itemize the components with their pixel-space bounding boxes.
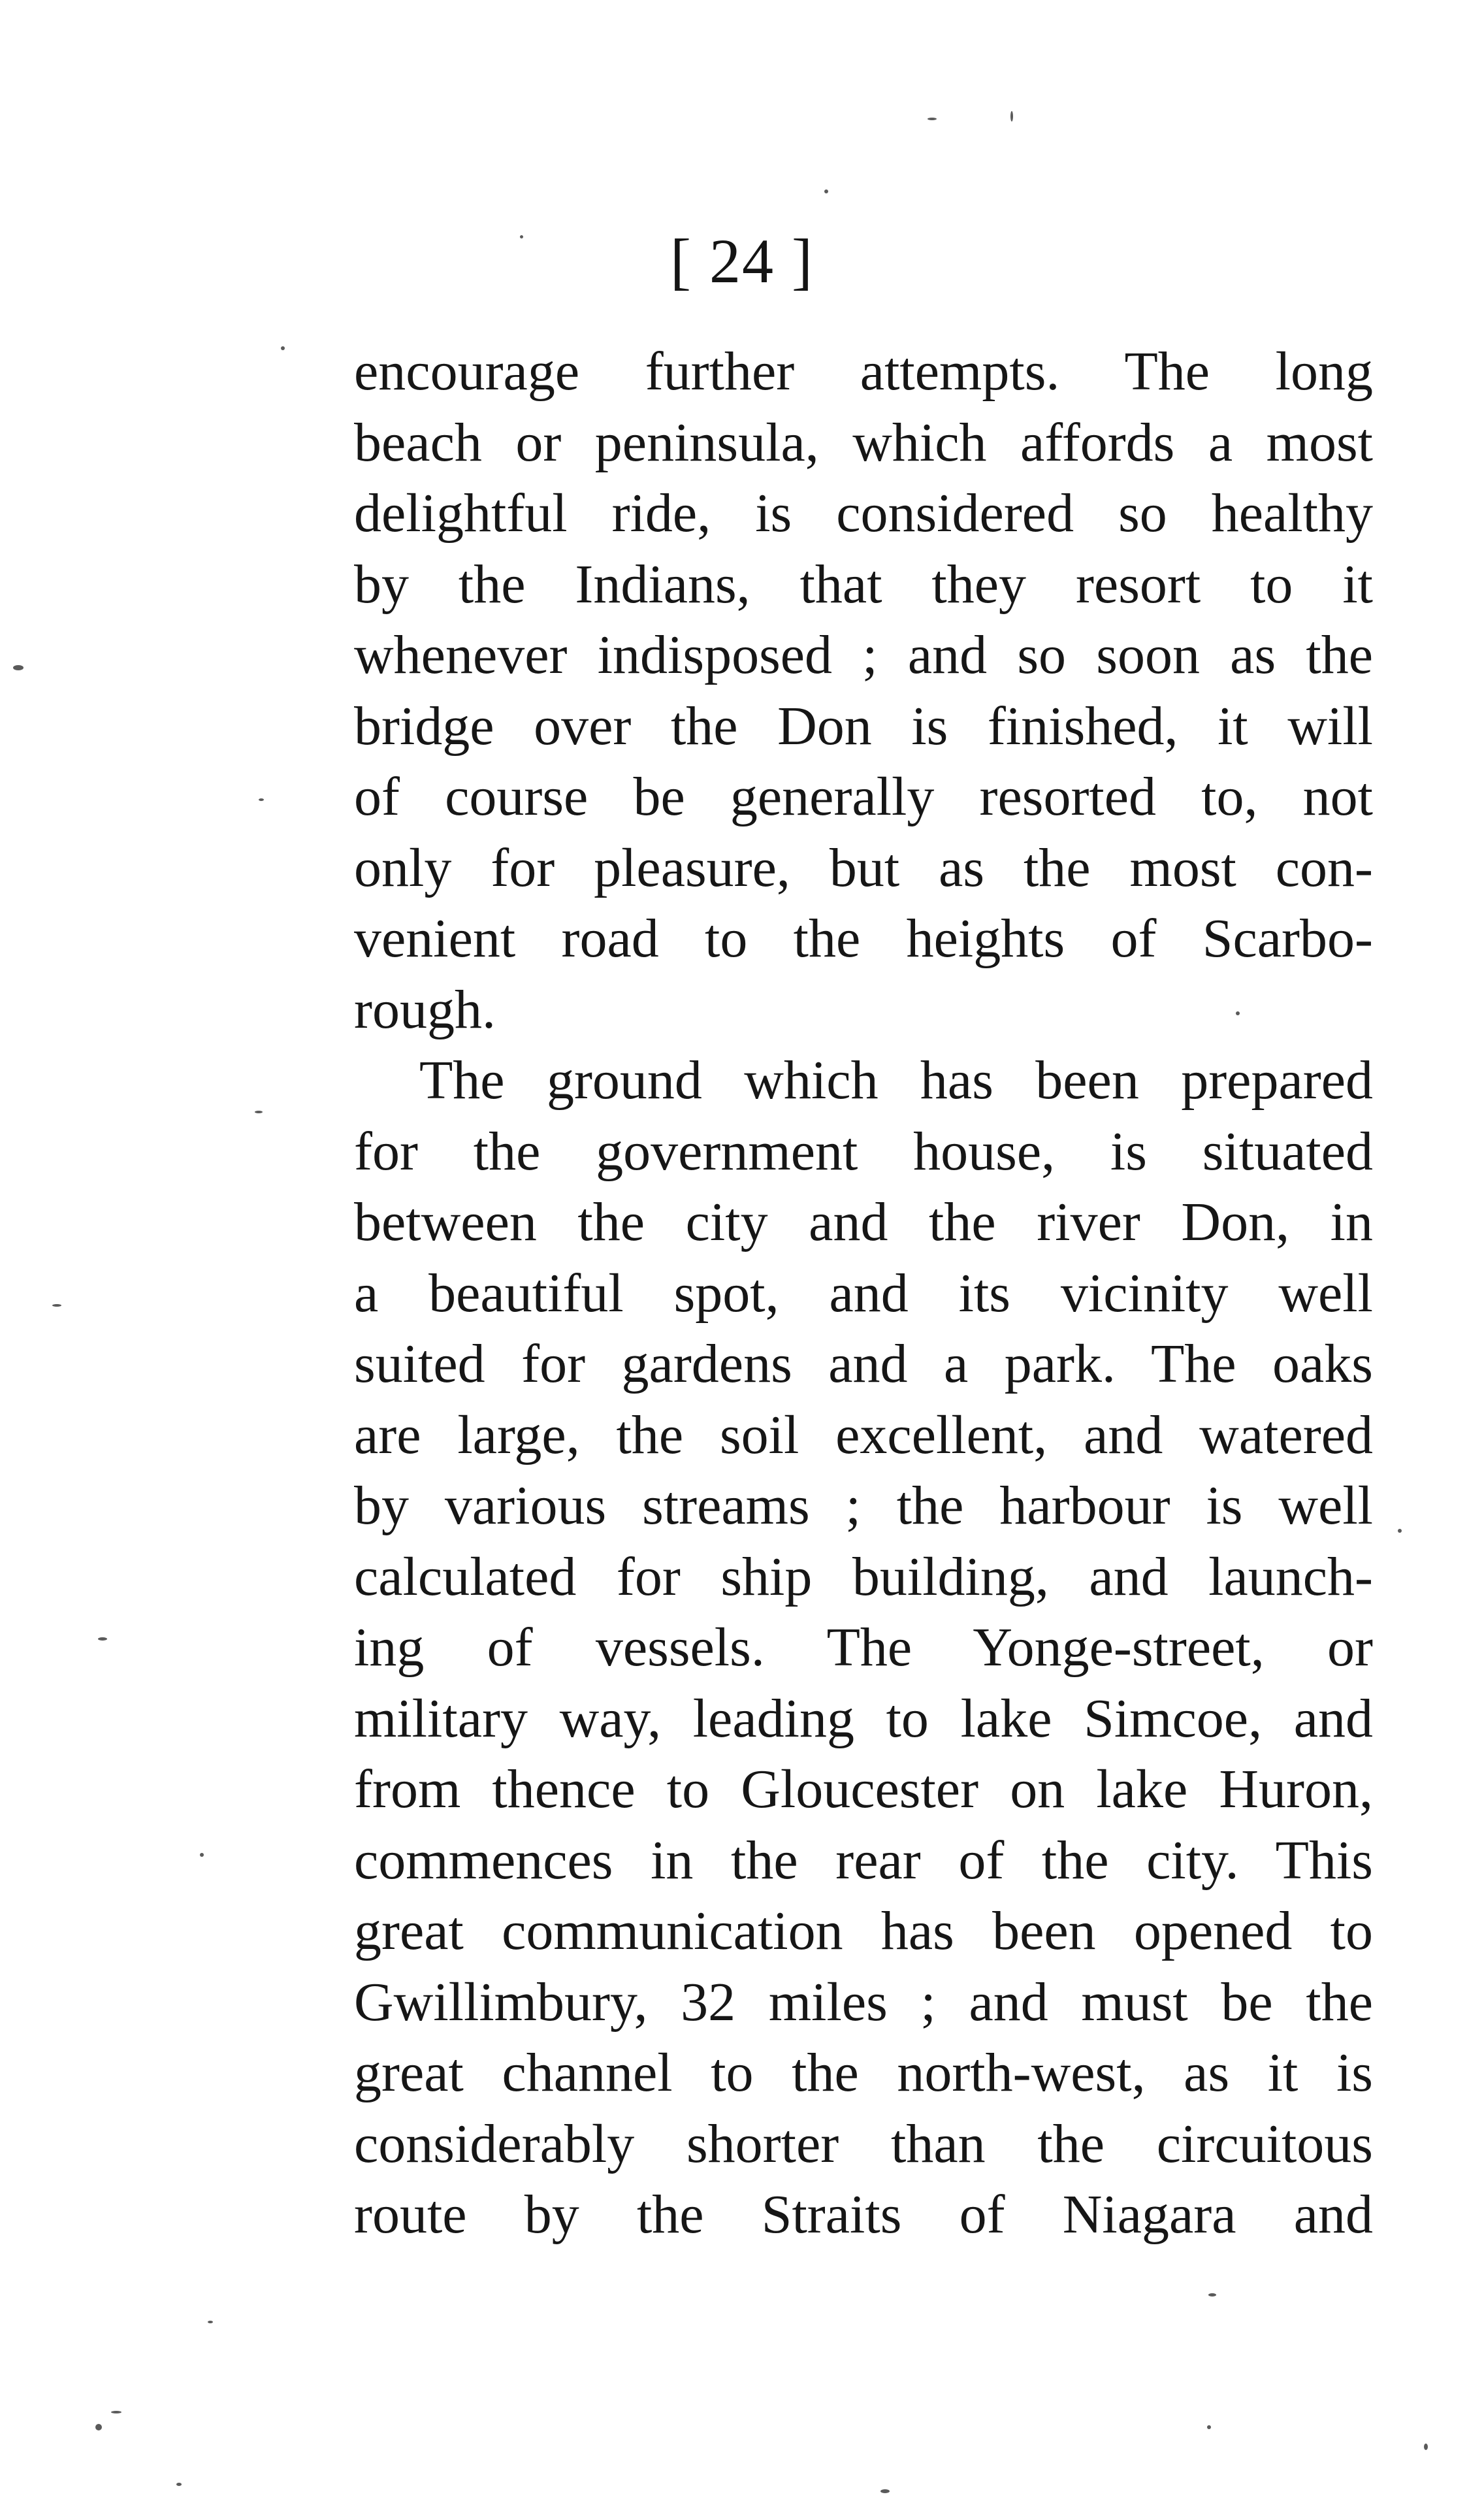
scan-speck — [52, 1304, 61, 1307]
text-line: The ground which has been prepared — [419, 1050, 1373, 1111]
text-line: are large, the soil excellent, and watered — [354, 1404, 1373, 1465]
scan-speck — [281, 346, 285, 350]
scan-speck — [111, 2411, 121, 2413]
scan-speck — [1424, 2444, 1428, 2450]
text-line: route by the Straits of Niagara and — [354, 2184, 1373, 2245]
scan-speck — [880, 2489, 890, 2493]
scan-speck — [1398, 1529, 1402, 1533]
text-line: for the government house, is situated — [354, 1120, 1373, 1182]
scan-speck — [176, 2483, 182, 2486]
text-line: beach or peninsula, which affords a most — [354, 412, 1373, 473]
text-line: great communication has been opened to — [354, 1901, 1373, 1961]
text-line: encourage further attempts. The long — [354, 341, 1373, 402]
text-line: by various streams ; the harbour is well — [354, 1475, 1373, 1536]
text-line: whenever indisposed ; and so soon as the — [354, 625, 1373, 685]
text-line: by the Indians, that they resort to it — [354, 553, 1373, 615]
text-line: bridge over the Don is finished, it will — [354, 695, 1373, 757]
scan-speck — [98, 1637, 107, 1641]
scan-speck — [824, 189, 828, 193]
text-line: military way, leading to lake Simcoe, and — [354, 1688, 1373, 1749]
text-line: rough. — [354, 979, 496, 1040]
text-line: considerably shorter than the circuitous — [354, 2113, 1373, 2174]
scan-speck — [200, 1853, 204, 1857]
scan-speck — [13, 665, 24, 670]
text-line: great channel to the north-west, as it is — [354, 2042, 1373, 2103]
scan-speck — [208, 2321, 213, 2323]
text-line: commences in the rear of the city. This — [354, 1829, 1373, 1891]
text-line: of course be generally resorted to, not — [354, 766, 1373, 827]
scan-speck — [1010, 111, 1013, 122]
text-line: ing of vessels. The Yonge-street, or — [354, 1617, 1373, 1678]
text-line: suited for gardens and a park. The oaks — [354, 1333, 1373, 1394]
text-line: calculated for ship building, and launch- — [354, 1546, 1373, 1607]
text-line: only for pleasure, but as the most con- — [354, 837, 1373, 898]
scan-speck — [520, 235, 523, 238]
scan-speck — [1208, 2293, 1216, 2297]
scan-speck — [95, 2424, 102, 2430]
text-line: venient road to the heights of Scarbo- — [354, 908, 1373, 969]
text-line: delightful ride, is considered so healthy — [354, 483, 1373, 544]
scan-speck — [1236, 1011, 1240, 1015]
text-line: from thence to Gloucester on lake Huron, — [354, 1759, 1373, 1820]
body-text — [354, 336, 1373, 2251]
scan-speck — [259, 798, 264, 801]
scan-speck — [1207, 2425, 1211, 2429]
text-line: between the city and the river Don, in — [354, 1192, 1373, 1252]
text-line: Gwillimbury, 32 miles ; and must be the — [354, 1971, 1373, 2033]
text-line: a beautiful spot, and its vicinity well — [354, 1262, 1373, 1324]
page-number: [ 24 ] — [670, 226, 814, 296]
scan-speck — [255, 1111, 263, 1113]
scan-speck — [928, 118, 937, 120]
